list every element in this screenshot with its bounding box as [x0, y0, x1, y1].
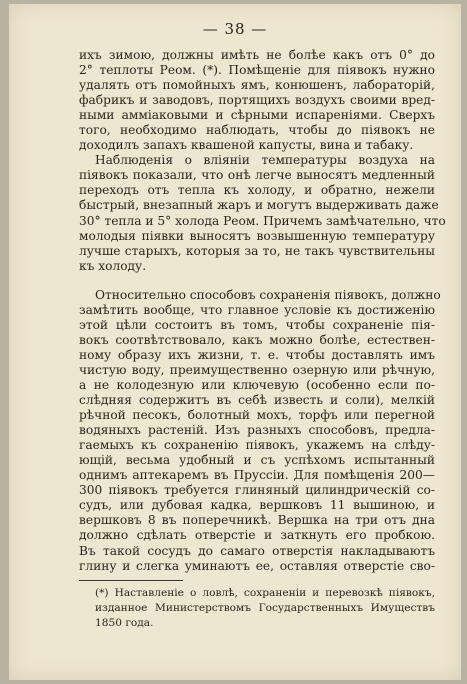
page-body: [79, 48, 446, 631]
text-line: лучше старыхъ, которыя за то, не такъ чувствительны: [79, 243, 435, 258]
text-line: 300 піявокъ требуется глиняный цилиндрическій со-: [79, 483, 435, 498]
text-line: 2° теплоты Реом. (*). Помѣщеніе для піявокъ нужно: [79, 63, 435, 78]
text-line: удалять отъ помойныхъ ямъ, конюшенъ, лабораторій,: [79, 78, 435, 93]
text-line: того, необходимо наблюдать, чтобы до піявокъ не: [79, 123, 435, 138]
text-line: Въ такой сосудъ до самаго отверстія накладываютъ: [79, 543, 435, 558]
paragraph-2: [79, 153, 446, 273]
text-line: 30° тепла и 5° холода Реом. Причемъ замѣчательно, что: [79, 213, 446, 228]
footnote-line: изданное Министерствомъ Государственныхъ Имуществъ: [95, 601, 435, 614]
text-line: Наблюденія о вліяніи температуры воздуха на: [95, 153, 435, 168]
text-line: переходъ отъ тепла къ холоду, и обратно, нежели: [79, 183, 435, 198]
text-line: къ холоду.: [79, 258, 147, 273]
text-line: молодыя піявки выносятъ возвышенную температуру: [79, 228, 435, 243]
text-line: быстрый, внезапный жаръ и могутъ выдерживать даже: [79, 198, 439, 213]
text-line: ному образу ихъ жизни, т. е. чтобы доставлять имъ: [79, 347, 435, 362]
text-line: судъ, или дубовая кадка, вершковъ 11 вышиною, и: [79, 498, 435, 513]
text-line: а не колодезную или ключевую (особенно если по-: [79, 377, 435, 392]
text-line: вокъ соотвѣтствовало, какъ можно болѣе, естествен-: [79, 332, 435, 347]
paragraph-1: [79, 48, 435, 153]
text-line: Относительно способовъ сохраненія піявокъ, должно: [95, 287, 441, 302]
footnote-line: (*) Наставленіе о ловлѣ, сохраненіи и перевозкѣ піявокъ,: [95, 586, 435, 599]
page-number: — 38 —: [202, 20, 268, 38]
text-line: замѣтить вообще, что главное условіе къ достиженію: [79, 302, 435, 317]
book-page: [9, 4, 461, 680]
text-line: ющій, весьма удобный и съ успѣхомъ испытанный: [79, 453, 435, 468]
paragraph-3: [79, 287, 441, 574]
text-line: водяныхъ растеній. Изъ разныхъ способовъ, предла-: [79, 423, 435, 438]
text-line: глину и слегка уминаютъ ее, оставляя отверстіе сво-: [79, 558, 435, 573]
text-line: однимъ аптекаремъ въ Пруссіи. Для помѣщенія 200—: [79, 468, 435, 483]
text-line: слѣдняя содержитъ въ себѣ известь и соли), мелкій: [79, 393, 435, 408]
footnote: [79, 586, 435, 631]
text-line: чистую воду, преимущественно озерную или рѣчную,: [79, 362, 435, 377]
footnote-line: 1850 года.: [95, 616, 154, 629]
text-line: доходилъ запахъ квашеной капусты, вина и табаку.: [79, 138, 414, 153]
text-line: піявокъ показали, что онѣ легче выносятъ медленный: [79, 168, 435, 183]
text-line: фабрикъ и заводовъ, портящихъ воздухъ своими вред-: [79, 93, 435, 108]
text-line: должно сдѣлать отверстіе и заткнуть его пробкою.: [79, 528, 435, 543]
paragraph-gap: [79, 274, 435, 288]
text-line: вершковъ 8 въ поперечникѣ. Вершка на три отъ дна: [79, 513, 435, 528]
footnote-divider: [79, 580, 183, 581]
text-line: ихъ зимою, должны имѣть не болѣе какъ отъ 0° до: [79, 48, 435, 62]
text-line: рѣчной песокъ, болотный мохъ, торфъ или перегной: [79, 408, 435, 423]
text-line: этой цѣли состоитъ въ томъ, чтобы сохраненіе пія-: [79, 317, 435, 332]
text-line: ными аммiаковыми и сѣрными испареніями. Сверхъ: [79, 108, 435, 123]
text-line: гаемыхъ къ сохраненію піявокъ, укажемъ на слѣду-: [79, 438, 435, 453]
